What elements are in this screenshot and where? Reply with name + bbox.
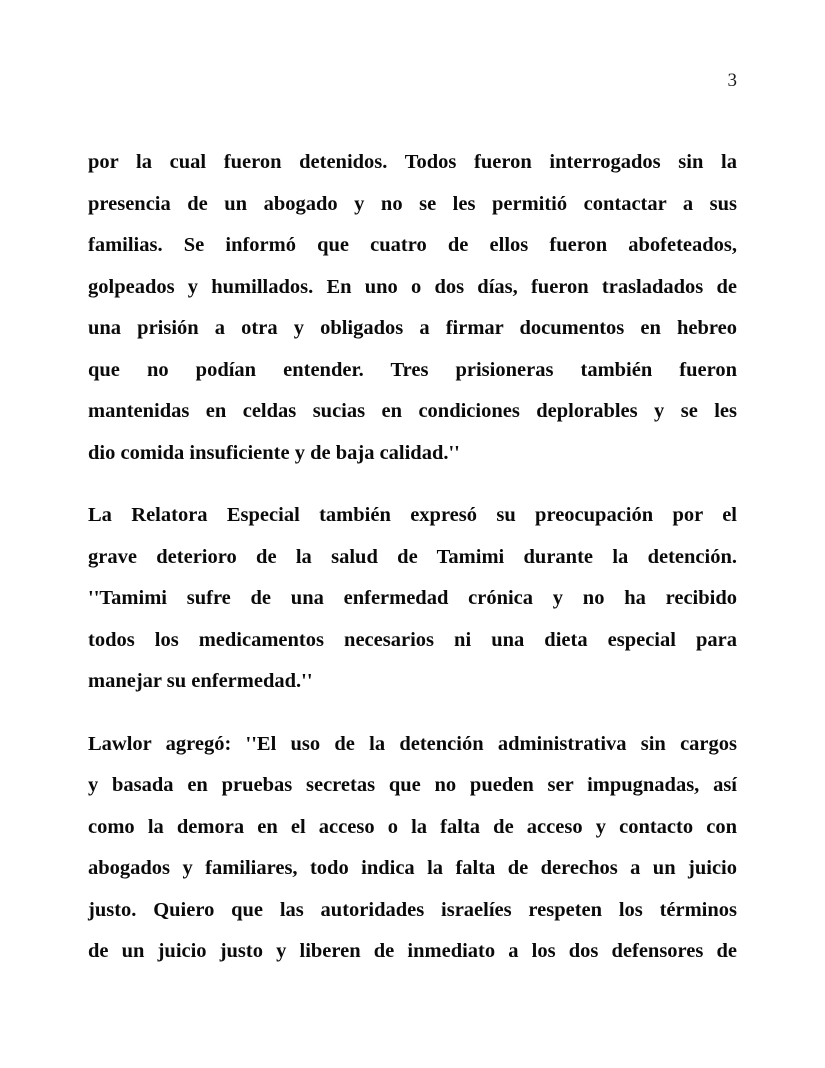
paragraph-3 <box>88 724 737 973</box>
paragraph-2 <box>88 495 737 703</box>
paragraph-1 <box>88 142 737 474</box>
text-line: grave deterioro de la salud de Tamimi durante la detención. <box>88 545 737 568</box>
text-line: y basada en pruebas secretas que no pueden ser impugnadas, así <box>88 774 737 796</box>
text-line: La Relatora Especial también expresó su preocupación por el <box>88 504 737 526</box>
text-line: Lawlor agregó: ''El uso de la detención administrativa sin cargos <box>88 732 737 755</box>
document-body <box>88 142 737 994</box>
text-line: abogados y familiares, todo indica la falta de derechos a un juicio <box>88 857 737 879</box>
text-line: una prisión a otra y obligados a firmar documentos en hebreo <box>88 317 737 339</box>
text-line: que no podían entender. Tres prisioneras también fueron <box>88 358 737 381</box>
text-line: presencia de un abogado y no se les permitió contactar a sus <box>88 192 737 215</box>
text-line: ''Tamimi sufre de una enfermedad crónica y no ha recibido <box>88 587 737 609</box>
text-line: justo. Quiero que las autoridades israelíes respeten los términos <box>88 898 737 921</box>
page-number: 3 <box>727 70 737 91</box>
text-line: de un juicio justo y liberen de inmediato a los dos defensores de <box>88 940 737 962</box>
text-line: familias. Se informó que cuatro de ellos fueron abofeteados, <box>88 234 737 256</box>
text-line: golpeados y humillados. En uno o dos días, fueron trasladados de <box>88 275 737 298</box>
text-line: como la demora en el acceso o la falta de acceso y contacto con <box>88 815 737 838</box>
text-line: por la cual fueron detenidos. Todos fueron interrogados sin la <box>88 151 737 173</box>
text-line: todos los medicamentos necesarios ni una dieta especial para <box>88 628 737 651</box>
text-line: mantenidas en celdas sucias en condiciones deplorables y se les <box>88 400 737 422</box>
text-line: manejar su enfermedad.'' <box>88 670 313 692</box>
text-line: dio comida insuficiente y de baja calidad.'' <box>88 441 460 464</box>
